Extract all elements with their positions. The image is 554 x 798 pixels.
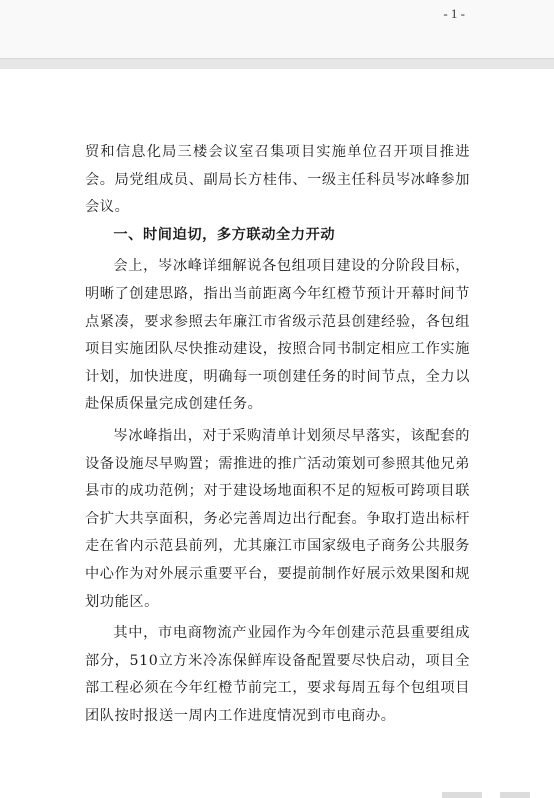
document-page xyxy=(0,69,554,798)
scroll-marker xyxy=(500,792,530,798)
page-header-area xyxy=(0,0,554,59)
document-body xyxy=(85,139,470,730)
continued-paragraph: 贸和信息化局三楼会议室召集项目实施单位召开项目推进会。局党组成员、副局长方桂伟、一级主任科员岑冰峰参加会议。 xyxy=(85,144,470,216)
section-heading: 一、时间迫切，多方联动全力开动 xyxy=(113,226,336,243)
page-separator xyxy=(0,59,554,69)
page-number: - 1 - xyxy=(443,6,465,21)
body-paragraph-1: 会上，岑冰峰详细解说各包组项目建设的分阶段目标，明晰了创建思路，指出当前距离今年红橙节预计开幕时间节点紧凑，要求参照去年廉江市省级示范县创建经验，各包组项目实施团队尽快推动建设，按照合同书制定相应工作实施计划，加快进度，明确每一项创建任务的时间节点，全力以赴保质保量完成创建任务。 xyxy=(85,258,470,413)
body-paragraph-3: 其中，市电商物流产业园作为今年创建示范县重要组成部分，510立方米冷冻保鲜库设备配置要尽快启动，项目全部工程必须在今年红橙节前完工，要求每周五每个包组项目团队按时报送一周内工作进度情况到市电商办。 xyxy=(85,625,470,724)
body-paragraph-2: 岑冰峰指出，对于采购清单计划须尽早落实，该配套的设备设施尽早购置；需推进的推广活动策划可参照其他兄弟县市的成功范例；对于建设场地面积不足的短板可跨项目联合扩大共享面积，务必完善周边出行配套。争取打造出标杆走在省内示范县前列，尤其廉江市国家级电子商务公共服务中心作为对外展示重要平台，要提前制作好展示效果图和规划功能区。 xyxy=(85,427,470,610)
scroll-marker xyxy=(442,792,482,798)
